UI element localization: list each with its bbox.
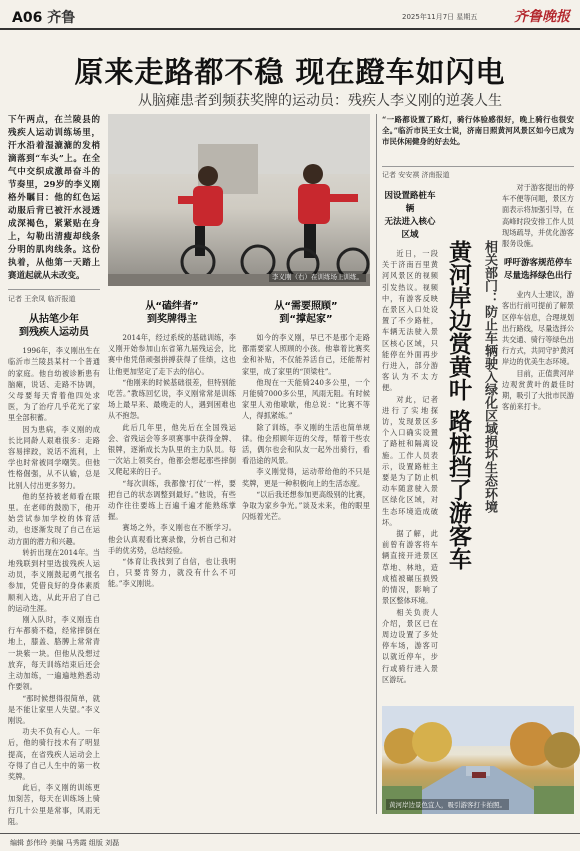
paragraph: 2014年，经过系统的基础训练，李义刚开始参加山东省第九届残运会，比赛中他凭借顽强拼搏获得了佳绩，这也让他更加坚定了走下去的信心。 — [108, 333, 236, 376]
paragraph: 据了解，此前曾有游客将车辆直接开进景区草地、林地，造成植被碾压损毁的情况，影响了景区整体环境。 — [382, 529, 438, 606]
sub-headline: 从脑瘫患者到频获奖牌的运动员：残疾人李义刚的逆袭人生 — [138, 93, 502, 109]
right-column-b — [502, 182, 574, 702]
editor-credits: 编辑 彭伟玲 美编 马秀霞 组版 刘磊 — [10, 839, 120, 847]
paragraph: “他刚来的时候基础很差，但特别能吃苦。”教练回忆说，李义刚常常是训练场上最早来、最晚走的人，遇到困难也从不抱怨。 — [108, 377, 236, 421]
paragraph: 他的坚持被老师看在眼里。在老师的鼓励下，他开始尝试参加学校的体育活动，也逐渐发现了自己在运动方面的潜力和兴趣。 — [8, 491, 100, 546]
paragraph: “体育让我找到了自信，也让我明白，只要肯努力，就没有什么不可能。”李义刚说。 — [108, 557, 236, 589]
right-column-a — [382, 182, 438, 702]
right-heading-1: 因设置路桩车辆 无法进入核心区域 — [384, 191, 436, 240]
paragraph: 1996年，李义刚出生在临沂市兰陵县某村一个普通的家庭。他自幼被诊断患有脑瘫，说话、走路不协调，父母要每天背着他四处求医，为了治疗几乎花光了家里全部积蓄。 — [8, 346, 100, 423]
vertical-headline: 黄河岸边赏黄叶 路桩挡了游客车 — [445, 240, 471, 571]
paragraph: 因为患病，李义刚的成长比同龄人艰难很多：走路容易摔跤，说话不流利，上学也时常被同学嘲笑。但他性格倔强，从不认输，总是比别人付出更多努力。 — [8, 424, 100, 490]
page-header — [0, 0, 580, 30]
right-body-a — [382, 248, 438, 685]
right-article-lead: “一路都设置了路灯，骑行体验感很好，晚上骑行也很安全。”临沂市民王女士说，济南日照黄河风景区如今已成为市民休闲健身的好去处。 — [382, 115, 574, 146]
photo-caption: 李义刚（右）在训练场上训练。 — [269, 271, 366, 282]
paragraph: 他现在一天能骑240多公里，一个月能骑7000多公里，风雨无阻。有时候家里人劝他歇歇，他总说：“比赛不等人，得抓紧练。” — [242, 377, 370, 421]
section-heading-2: 从“磕绊者” 到奖牌得主 — [145, 301, 199, 325]
right-heading-2: 呼吁游客规范停车 尽量选择绿色出行 — [503, 258, 572, 282]
section-name: 齐鲁 — [47, 10, 76, 26]
paragraph: 功夫不负有心人。一年后，他的骑行技术有了明显提高，在省残疾人运动会上夺得了自己人生中的第一枚奖牌。 — [8, 727, 100, 781]
middle-body-2 — [242, 332, 370, 522]
middle-body-1 — [108, 332, 236, 590]
paragraph: “那时候想得很简单，就是不能让家里人失望。”李义刚说。 — [8, 693, 100, 725]
cyclists-illustration — [108, 114, 370, 286]
yellow-river-photo — [382, 706, 574, 814]
right-byline: 记者 安安祺 济南报道 — [382, 166, 574, 180]
column-divider — [376, 114, 377, 814]
page-footer — [0, 833, 580, 851]
left-column — [8, 114, 100, 826]
section-heading-1: 从拈笔少年 到残疾人运动员 — [19, 314, 89, 339]
paragraph: 近日，一段关于济南百里黄河风景区的视频引发热议。视频中，有游客反映在景区入口处设置了不少路桩，车辆无法驶入景区核心区域，只能停在外面再步行进入，部分游客认为不太方便。 — [382, 249, 438, 393]
paragraph: 对此，记者进行了实地探访，发现景区多个入口确实设置了路桩和隔离设施。工作人员表示，设置路桩主要是为了防止机动车随意驶入景区绿化区域，对生态环境造成破坏。 — [382, 394, 438, 527]
paragraph: 此后几年里，他先后在全国残运会、省残运会等多项赛事中获得金牌、银牌，逐渐成长为队里的主力队员。每一次站上领奖台，他都会想起那些摔倒又爬起来的日子。 — [108, 422, 236, 477]
section-heading-3: 从“需要照顾” 到“撑起家” — [274, 301, 338, 325]
paragraph: 赛场之外，李义刚也在不断学习。他会认真观看比赛录像，分析自己和对手的优劣势，总结经验。 — [108, 523, 236, 555]
cyclists-photo — [108, 114, 370, 286]
paragraph: 如今的李义刚，早已不是那个走路都需要家人照顾的小孩。他靠着比赛奖金和补贴，不仅能养活自己，还能帮衬家里，成了家里的“顶梁柱”。 — [242, 333, 370, 376]
scenery-caption: 黄河岸边景色宜人，吸引游客打卡拍照。 — [386, 799, 509, 810]
newspaper-logo: 齐鲁晚报 — [514, 9, 570, 25]
left-body — [8, 345, 100, 827]
paragraph: 李义刚觉得，运动带给他的不只是奖牌，更是一种积极向上的生活态度。 — [242, 467, 370, 488]
paragraph: 转折出现在2014年。当地残联到村里选拔残疾人运动员，李义刚鼓起勇气报名参加，凭借良好的身体素质顺利入选，从此开启了自己的运动生涯。 — [8, 547, 100, 613]
right-body-b1 — [502, 182, 574, 249]
paragraph: 目前，正值黄河岸边观赏黄叶的最佳时期，吸引了大批市民游客前来打卡。 — [502, 368, 574, 412]
paragraph: 除了训练，李义刚的生活也简单规律。他会照顾年迈的父母，帮着干些农活，偶尔也会和队友一起外出骑行，看看沿途的风景。 — [242, 422, 370, 466]
issue-date: 2025年11月7日 星期五 — [402, 13, 478, 21]
middle-column-2 — [242, 292, 370, 814]
paragraph: 此后，李义刚的训练更加刻苦，每天在训练场上骑行几十公里是常事，风雨无阻。 — [8, 783, 100, 826]
paragraph: 刚入队时，李义刚连自行车都骑不稳，经常摔倒在地上，膝盖、胳膊上常常青一块紫一块。但他从没想过放弃，每天训练结束后还会主动加练，一遍遍地熟悉动作要领。 — [8, 615, 100, 692]
paragraph: “以后我还想参加更高级别的比赛，争取为家乡争光。”谈及未来，他的眼里闪烁着光芒。 — [242, 489, 370, 522]
paragraph: 对于游客提出的停车不便等问题，景区方面表示将加强引导，在高峰时段安排工作人员现场疏导，并优化游客服务设施。 — [502, 183, 574, 249]
page-number: A06 齐鲁 — [12, 10, 76, 26]
paragraph: 相关负责人介绍，景区已在周边设置了多处停车场，游客可以就近停车，步行或骑行进入景区游玩。 — [382, 607, 438, 684]
middle-column-1 — [108, 292, 236, 814]
right-body-b2 — [502, 289, 574, 412]
paragraph: “每次训练，我都像‘打仗’一样，要把自己的状态调整到最好。”他说，有些动作往往要练上百遍千遍才能熟练掌握。 — [108, 478, 236, 522]
article-lead: 下午两点，在兰陵县的残疾人运动训练场里，汗水沿着湿漉漉的发梢滴落到“车头”上。在全气中交织成激昂奋斗的节奏里，29岁的李义刚格外瞩目：他的红色运动服后背已被汗水浸透成深褐色，紧紧贴在身上，勾勒出清瘦却线条分明的肌肉线条。这份执着，从他第一天踏上赛道起就从未改变。 — [8, 115, 100, 281]
vertical-subheadline: 相关部门：防止车辆驶入绿化区域损坏生态环境 — [482, 240, 497, 513]
paragraph: 业内人士建议，游客出行前可提前了解景区停车信息，合理规划出行路线，尽量选择公共交通、骑行等绿色出行方式，共同守护黄河岸边的优美生态环境。 — [502, 290, 574, 367]
byline: 记者 王余凤 临沂报道 — [8, 289, 100, 305]
scenery-illustration — [382, 706, 574, 814]
right-lead-block — [382, 114, 574, 154]
main-headline: 原来走路都不稳 现在蹬车如闪电 — [74, 55, 506, 89]
